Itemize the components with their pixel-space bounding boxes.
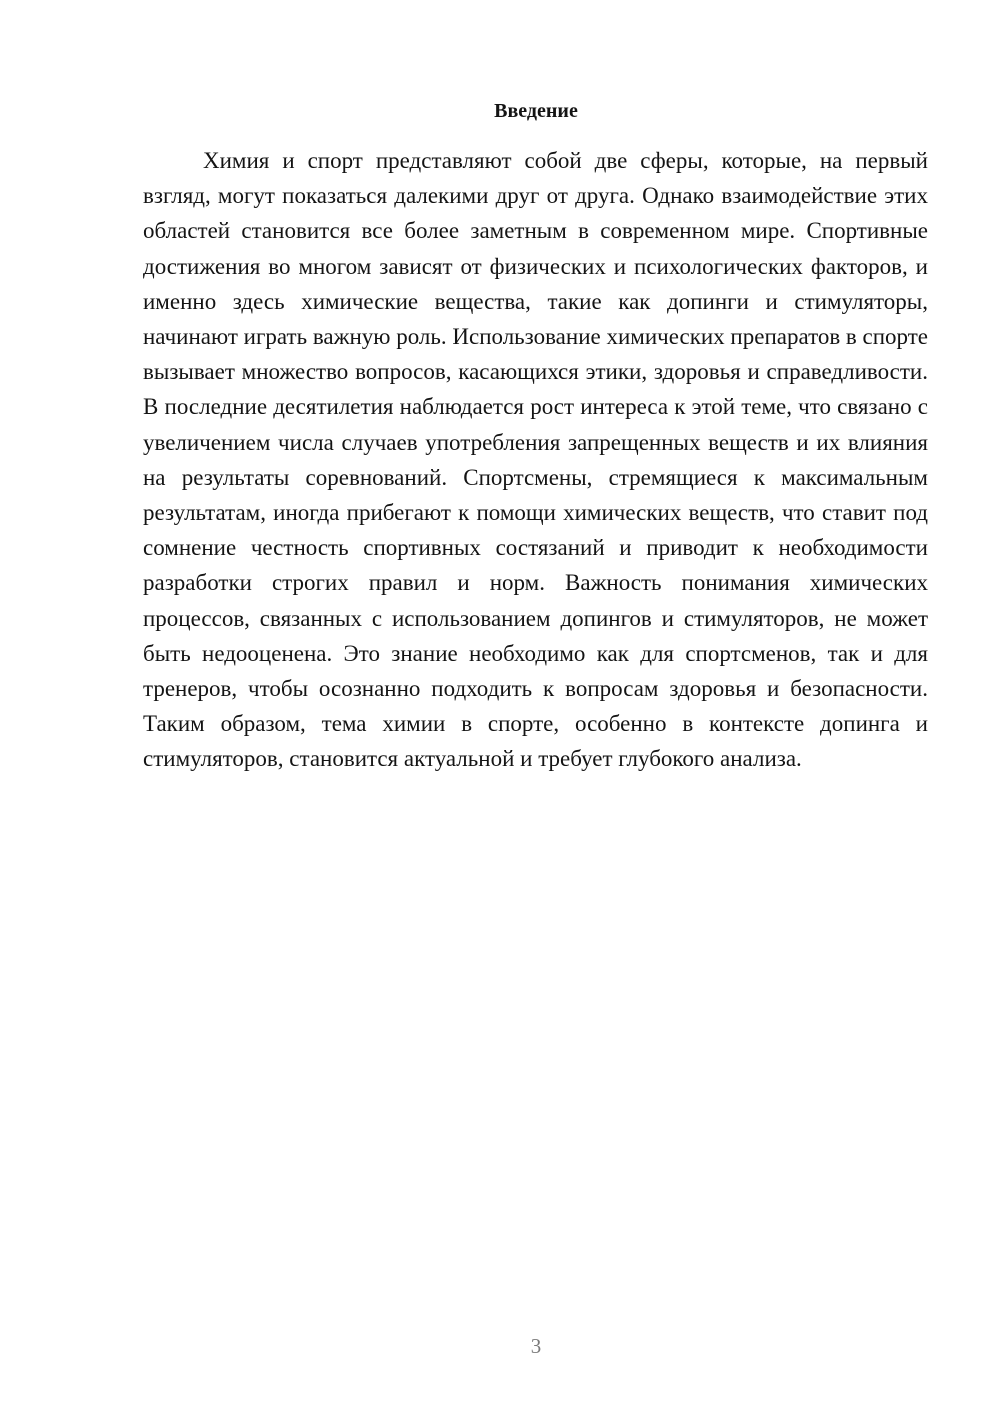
body-paragraph: Химия и спорт представляют собой две сферы, которые, на первый взгляд, могут показаться далекими друг от друга. Однако взаимодействие этих областей становится все более заметным в современном мире. Спортивные достижения во многом зависят от физических и психологических факторов, и именно здесь химические вещества, такие как допинги и стимуляторы, начинают играть важную роль. Использование химических препаратов в спорте вызывает множество вопросов, касающихся этики, здоровья и справедливости. В последние десятилетия наблюдается рост интереса к этой теме, что связано с увеличением числа случаев употребления запрещенных веществ и их влияния на результаты соревнований. Спортсмены, стремящиеся к максимальным результатам, иногда прибегают к помощи химических веществ, что ставит под сомнение честность спортивных состязаний и приводит к необходимости разработки строгих правил и норм. Важность понимания химических процессов, связанных с использованием допингов и стимуляторов, не может быть недооценена. Это знание необходимо как для спортсменов, так и для тренеров, чтобы осознанно подходить к вопросам здоровья и безопасности. Таким образом, тема химии в спорте, особенно в контексте допинга и стимуляторов, становится актуальной и требует глубокого анализа. <box>143 148 929 772</box>
page-number: 3 <box>530 1334 542 1358</box>
section-heading: Введение <box>494 100 578 122</box>
